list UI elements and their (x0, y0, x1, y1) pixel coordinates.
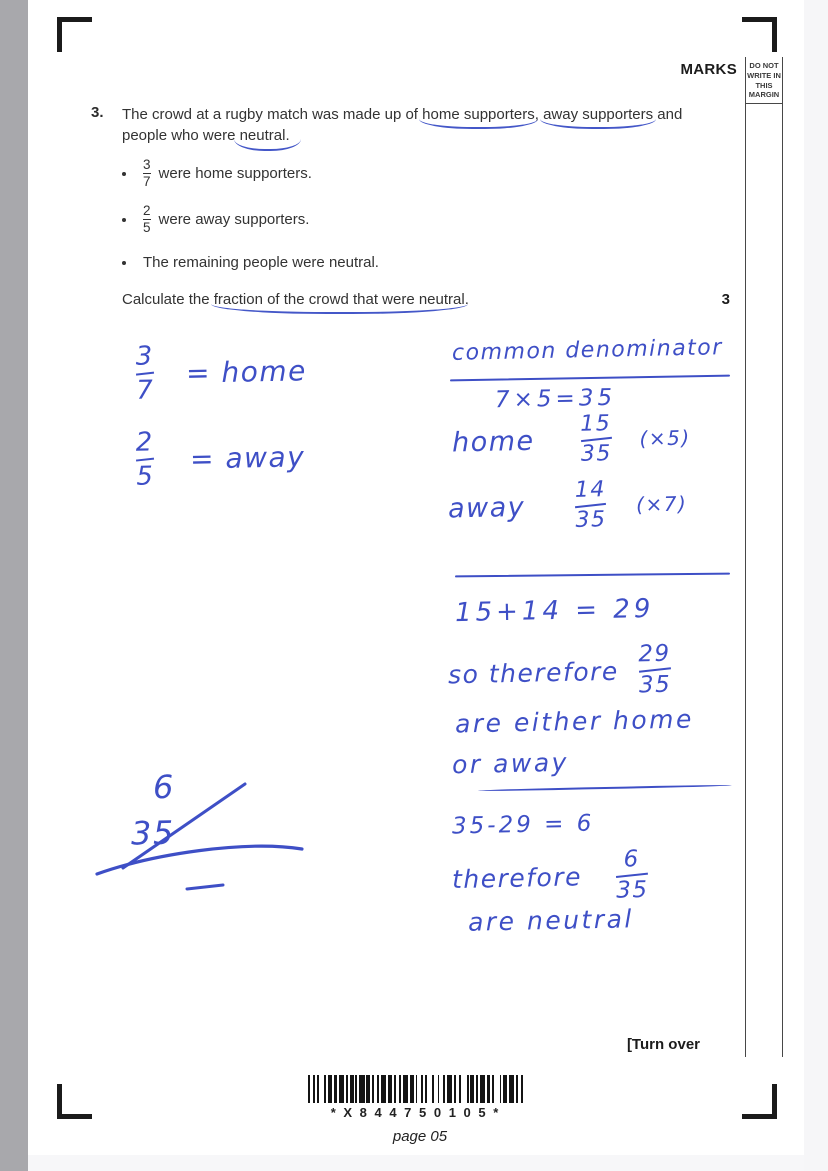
bullet-text: were home supporters. (158, 165, 312, 183)
hw-home-row (451, 412, 691, 469)
hw-sum-line: 15+14 = 29 (454, 593, 655, 629)
question-task (122, 291, 469, 308)
numerator: 15 (579, 411, 612, 437)
registration-mark-top-right (742, 17, 777, 52)
hw-multiply-line: 7×5=35 (494, 384, 617, 414)
hw-equals-home: = home (185, 353, 308, 390)
hw-so-therefore-row (447, 640, 672, 702)
hw-answer-numerator: 6 (152, 767, 176, 807)
margin-note (746, 57, 782, 104)
hw-divider-line (455, 573, 730, 578)
margin-note-line: THIS (755, 80, 773, 90)
question-intro-text (122, 104, 700, 146)
intro-segment: . (285, 127, 290, 144)
hw-away-fraction-line (135, 426, 305, 490)
denominator: 35 (615, 876, 649, 904)
turn-over-label: [Turn over (626, 1036, 700, 1053)
numerator: 2 (143, 203, 151, 218)
task-suffix: . (464, 291, 469, 308)
hw-fraction-29-35 (638, 640, 672, 699)
intro-segment: The crowd at a rugby match was made up of (122, 106, 423, 123)
bullet-text: were away supporters. (158, 211, 310, 229)
hw-answer-denominator: 35 (130, 813, 176, 853)
question-marks-value: 3 (721, 291, 730, 308)
printed-fraction-2-5 (143, 204, 151, 235)
registration-mark-bottom-right (742, 1084, 777, 1119)
scan-edge-left (0, 0, 28, 1171)
intro-segment: and people who were (122, 106, 683, 144)
hw-equals-away: = away (189, 439, 306, 476)
denominator: 7 (143, 174, 151, 190)
barcode (308, 1075, 523, 1120)
numerator: 6 (623, 846, 641, 873)
hw-away-label: away (447, 491, 526, 525)
hw-away-multiplier: (×7) (635, 491, 688, 517)
hw-heading-underline (450, 375, 730, 382)
margin-note-line: MARGIN (748, 90, 780, 100)
hw-neutral-line: are neutral (467, 904, 635, 937)
task-prefix: Calculate the (122, 291, 214, 308)
hw-final-answer (95, 767, 310, 905)
hw-fraction-3-7 (135, 341, 155, 406)
hw-therefore-row (451, 848, 648, 906)
question-number: 3. (91, 104, 104, 121)
denominator: 35 (575, 507, 607, 533)
numerator: 14 (574, 477, 607, 503)
bullet-icon (122, 172, 126, 176)
printed-fraction-3-7 (143, 158, 151, 189)
hw-home-fraction-line (135, 340, 307, 404)
margin-note-line: WRITE IN (747, 70, 781, 80)
denominator: 35 (638, 671, 672, 699)
numerator: 3 (135, 341, 155, 372)
underlined-phrase-home-supporters: home supporters (422, 106, 535, 123)
hw-answer-strokes (95, 767, 310, 905)
hw-heading-common-denominator: common denominator (451, 335, 724, 366)
hw-fraction-14-35 (575, 479, 607, 532)
barcode-bars (308, 1075, 523, 1103)
bullet-text: The remaining people were neutral. (143, 254, 379, 271)
hw-either-line: are either home (454, 704, 695, 739)
hw-fraction-15-35 (580, 413, 612, 466)
numerator: 3 (143, 157, 151, 172)
barcode-text: * X 8 4 4 7 5 0 1 0 5 * (330, 1105, 501, 1120)
underlined-task-phrase: fraction of the crowd that were neutral (213, 291, 465, 308)
underlined-phrase-away-supporters: away supporters (543, 106, 654, 123)
scan-edge-bottom (28, 1155, 804, 1171)
numerator: 29 (638, 640, 671, 668)
hw-away-row (447, 478, 687, 535)
hw-home-multiplier: (×5) (639, 425, 691, 451)
marks-column-header: MARKS (680, 61, 737, 78)
bullet-icon (122, 261, 126, 265)
hw-underline-or-away (478, 784, 732, 792)
hw-so-therefore: so therefore (447, 656, 620, 689)
barcode-bar (521, 1075, 523, 1103)
hw-fraction-6-35 (615, 848, 648, 903)
hw-or-away-line: or away (451, 747, 570, 780)
bullet-neutral (122, 254, 379, 271)
bullet-home-fraction (122, 158, 312, 189)
registration-mark-top-left (57, 17, 92, 52)
hw-fraction-2-5 (135, 427, 155, 492)
page-number-label: page 05 (392, 1128, 448, 1145)
denominator: 5 (143, 220, 151, 236)
underlined-phrase-neutral: neutral (239, 127, 286, 144)
hw-therefore: therefore (451, 861, 583, 894)
denominator: 35 (580, 441, 613, 467)
do-not-write-margin-column (745, 57, 783, 1057)
registration-mark-bottom-left (57, 1084, 92, 1119)
bullet-icon (122, 218, 126, 222)
scan-edge-right (804, 0, 828, 1171)
margin-note-line: DO NOT (749, 61, 779, 70)
denominator: 7 (136, 375, 155, 406)
denominator: 5 (136, 461, 155, 492)
hw-subtract-line: 35-29 = 6 (451, 810, 595, 840)
hw-home-label: home (451, 425, 535, 458)
bullet-away-fraction (122, 204, 309, 235)
intro-segment: , (534, 106, 544, 123)
numerator: 2 (135, 427, 155, 458)
